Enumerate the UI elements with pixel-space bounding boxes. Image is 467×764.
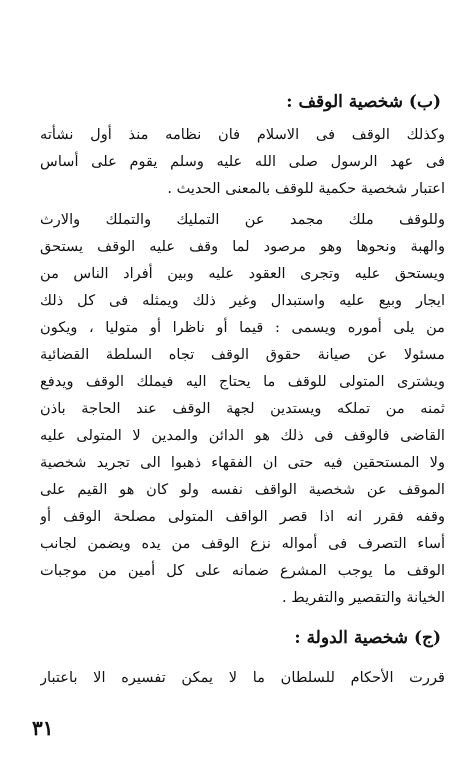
text-line: ويشترى المتولى للوقف ما يحتاج اليه فيملك الوقف ويدفع [40,373,445,390]
section-b-paragraph-2 [40,206,445,611]
text-line: أساء التصرف فى أمواله نزع الوقف من يده ويضمن لجانب [40,535,445,552]
text-line: القاضى فالوقف فى ذلك هو الدائن والمدين لا المتولى عليه [40,427,445,444]
text-line: وللوقف ملك مجمد عن التمليك والتملك والارث [40,211,445,228]
text-line: ويستحق عليه وتجرى العقود عليه وبين أفراد الناس من [40,265,445,282]
text-line: فى عهد الرسول صلى الله عليه وسلم يقوم على أساس [40,153,445,170]
text-line: من يلى أموره ويسمى : قيما أو ناظرا أو متوليا ، ويكون [40,319,445,336]
text-line: الوقف ما يوجب المشرع ضمانه على كل أمين من موجبات [40,562,445,579]
section-b-paragraph-1 [40,121,445,202]
section-b-heading: (ب) شخصية الوقف : [286,92,441,112]
text-line: وكذلك الوقف فى الاسلام فان نظامه منذ أول نشأته [40,126,445,143]
text-line: الموقف عن شخصية الواقف نفسه ولو كان هو القيم على [40,481,445,498]
text-line: ايجار وبيع عليه واستبدال وغير ذلك ويمثله فى كل ذلك [40,292,445,309]
page-number: ٣١ [32,716,54,740]
text-line: الخيانة والتقصير والتفريط . [282,589,445,606]
text-line: والهبة ونحوها وهو مرصود لما وقف عليه الوقف يستحق [40,238,445,255]
text-line: مسئولا عن صيانة حقوق الوقف تجاه السلطة القضائية [40,346,445,363]
text-line: اعتبار شخصية حكمية للوقف بالمعنى الحديث . [167,180,445,197]
text-line: ثمنه من تملكه ويستدين لجهة الوقف عند الحاجة باذن [40,400,445,417]
text-line: ولا المستحقين فيه حتى ان الفقهاء ذهبوا الى تجريد شخصية [40,454,445,471]
section-c-heading: (ج) شخصية الدولة : [294,628,441,648]
section-c-paragraph-1 [40,664,445,691]
text-line: وقفه فقرر انه اذا قصر الواقف المتولى مصلحة الوقف أو [40,508,445,525]
text-line: قررت الأحكام للسلطان ما لا يمكن تفسيره الا باعتبار [40,669,445,686]
